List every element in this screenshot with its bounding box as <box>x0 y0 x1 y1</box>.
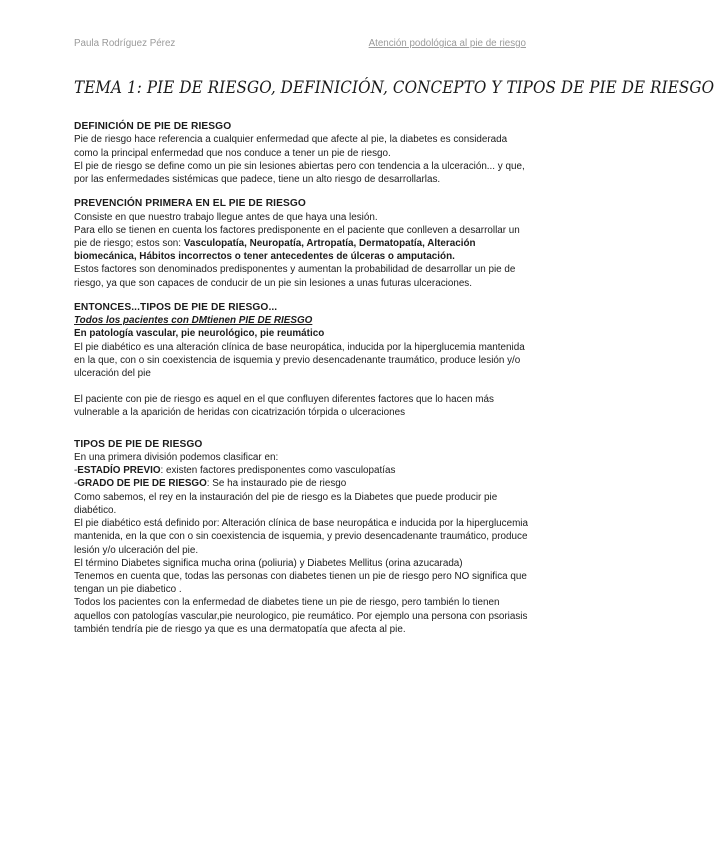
paragraph: El pie de riesgo se define como un pie sin lesiones abiertas pero con tendencia a la ulceración... y que, por las enfermedades sistémicas que padece, tiene un alto riesgo de desarrollarlas. <box>74 160 525 186</box>
dash: - <box>74 465 78 477</box>
section-heading: PREVENCIÓN PRIMERA EN EL PIE DE RIESGO <box>74 198 306 210</box>
risk-factors-list: Vasculopatía, Neuropatía, Artropatía, Dermatopatía, Alteración biomecánica, Hábitos incorrectos o tener antecedentes de úlceras o amputación. <box>74 238 476 263</box>
header-author: Paula Rodríguez Pérez <box>74 38 176 49</box>
document-title: TEMA 1: PIE DE RIESGO, DEFINICIÓN, CONCEPTO Y TIPOS DE PIE DE RIESGO <box>74 78 714 97</box>
subheading-underlined: Todos los pacientes con DMtienen PIE DE RIESGO <box>74 315 313 327</box>
paragraph-lead: Para ello se tienen en cuenta los factores predisponente en el paciente que conlleven a desarrollar un pie de riesgo; estos son: <box>74 224 520 250</box>
header-topic-link[interactable]: Atención podológica al pie de riesgo <box>368 38 526 49</box>
section-heading: TIPOS DE PIE DE RIESGO <box>74 438 203 450</box>
section-prevencion <box>74 197 528 290</box>
paragraph: Pie de riesgo hace referencia a cualquier enfermedad que afecte al pie, la diabetes es considerada como la principal enfermedad que nos conduce a tener un pie de riesgo. <box>74 134 508 159</box>
dash: - <box>74 478 78 490</box>
paragraph: El pie diabético es una alteración clínica de base neuropática, inducida por la hiperglucemia mantenida en la que, con o sin coexistencia de isquemia y previo desencadenante traumático, produce lesión y/o ulceración del pie <box>74 341 525 380</box>
section-tipos <box>74 438 528 636</box>
section-definicion <box>74 120 528 186</box>
list-description: : existen factores predisponentes como vasculopatías <box>160 465 396 477</box>
paragraph: Consiste en que nuestro trabajo llegue antes de que haya una lesión. <box>74 211 378 223</box>
paragraph: El término Diabetes significa mucha orina (poliuria) y Diabetes Mellitus (orina azucarada) <box>74 557 463 569</box>
list-term: GRADO DE PIE DE RIESGO <box>77 478 207 490</box>
page-header <box>74 38 526 52</box>
spacer <box>74 380 528 393</box>
list-term: ESTADÍO PREVIO <box>77 465 161 477</box>
list-description: : Se ha instaurado pie de riesgo <box>206 478 347 490</box>
paragraph: El pie diabético está definido por: Alteración clínica de base neuropática e inducida por la hiperglucemia mantenida, en la que con o sin coexistencia de isquemia, y previo desencadenante traumático, produce lesión y/o ulceración del pie. <box>74 518 528 556</box>
paragraph: Como sabemos, el rey en la instauración del pie de riesgo es la Diabetes que puede producir pie diabético. <box>74 491 498 516</box>
paragraph: En una primera división podemos clasificar en: <box>74 452 279 464</box>
paragraph: Tenemos en cuenta que, todas las personas con diabetes tienen un pie de riesgo pero NO significa que tengan un pie diabetico . <box>74 570 527 596</box>
list-item-grado <box>74 477 528 490</box>
document-body <box>74 120 528 647</box>
list-item-estadio <box>74 464 528 477</box>
subheading: En patología vascular, pie neurológico, pie reumático <box>74 328 325 340</box>
paragraph: Estos factores son denominados predisponentes y aumentan la probabilidad de desarrollar un pie de riesgo, ya que son capaces de conducir de un pie sin lesiones a unas futuras ulceraciones. <box>74 264 516 289</box>
paragraph: El paciente con pie de riesgo es aquel en el que confluyen diferentes factores que lo hacen más vulnerable a la aparición de heridas con cicatrización tórpida o ulceraciones <box>74 394 494 419</box>
paragraph <box>74 224 528 264</box>
paragraph: Todos los pacientes con la enfermedad de diabetes tiene un pie de riesgo, pero también lo tienen aquellos con patologías vascular,pie neurologico, pie reumático. Por ejemplo una persona con psoriasis también tendría pie de riesgo ya que es una dermatopatía que afecta al pie. <box>74 597 528 635</box>
section-heading: ENTONCES...TIPOS DE PIE DE RIESGO... <box>74 301 278 313</box>
section-entonces <box>74 301 528 420</box>
section-heading: DEFINICIÓN DE PIE DE RIESGO <box>74 121 232 132</box>
